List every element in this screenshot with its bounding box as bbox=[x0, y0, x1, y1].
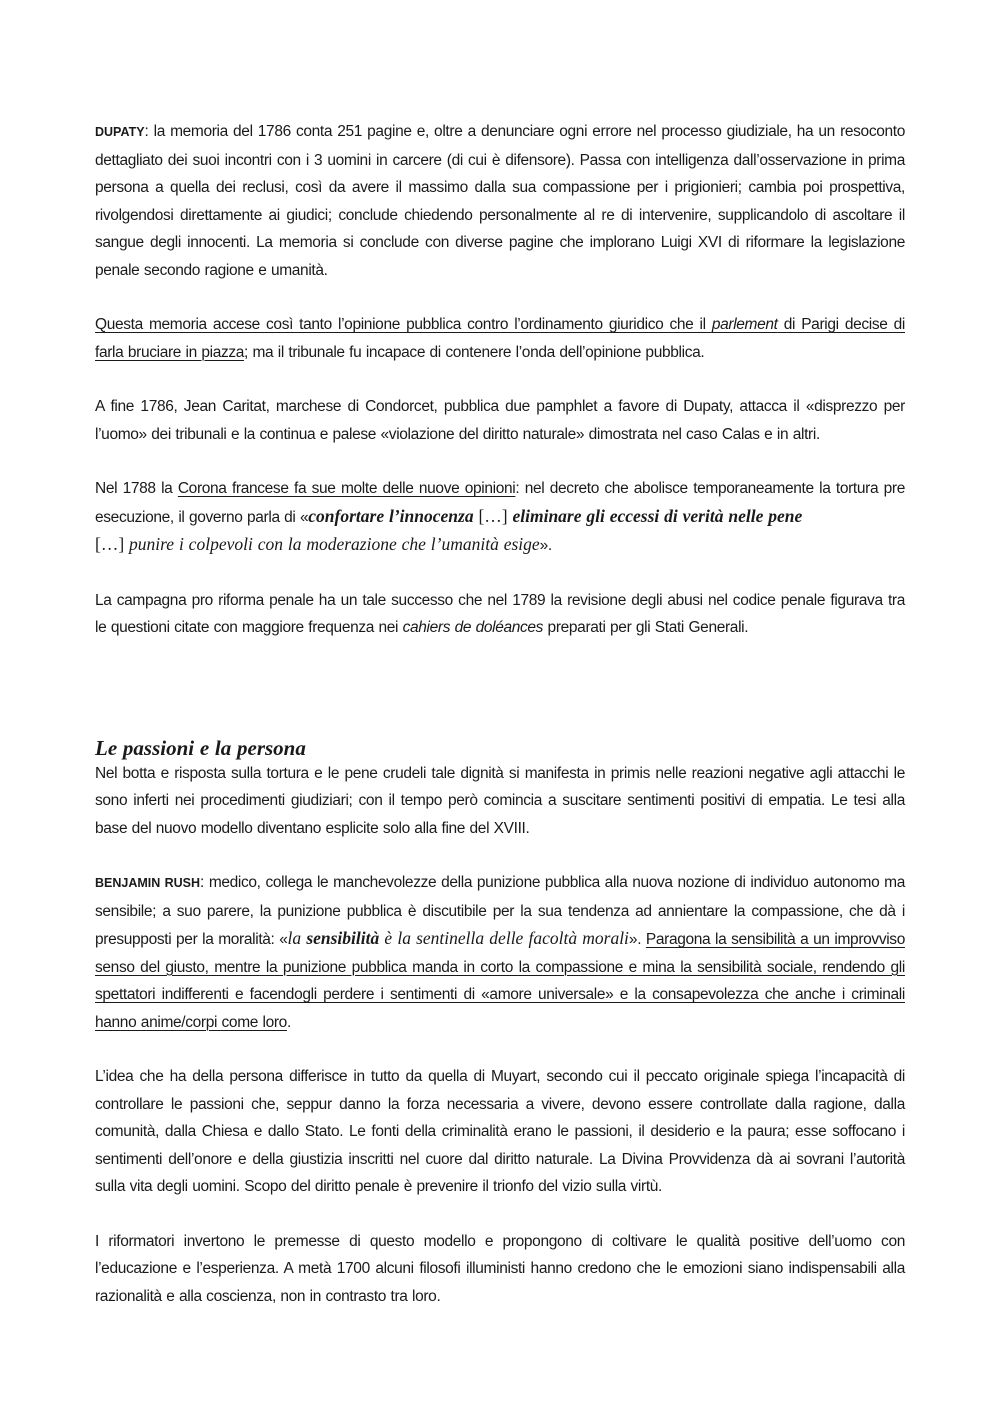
text-segment: di Parigi decise di farla bruciare in piazza bbox=[95, 316, 905, 361]
document-page bbox=[95, 118, 905, 1310]
text-segment: Nel 1788 la bbox=[95, 480, 178, 497]
text-segment: Questa memoria accese così tanto l’opinione pubblica contro l’ordinamento giuridico che il bbox=[95, 316, 712, 333]
text-segment: La campagna pro riforma penale ha un tale successo che nel 1789 la revisione degli abusi nel codice penale figurava tra le questioni citate con maggiore frequenza nei bbox=[95, 591, 905, 636]
quote-bold: eliminare gli eccessi di verità nelle pene bbox=[512, 505, 803, 526]
paragraph-rush bbox=[95, 869, 905, 1036]
quote-italic: è la sentinella delle facoltà morali bbox=[379, 928, 629, 948]
paragraph-condorcet bbox=[95, 393, 905, 448]
paragraph-text: Nel botta e risposta sulla tortura e le pene crudeli tale dignità si manifesta in primis nelle reazioni negative agli attacchi le sono inferti nei procedimenti giudiziari; con il tempo però comincia a suscitare sentimenti positivi di empatia. Le tesi alla base del nuovo modello diventano esplicite solo alla fine del XVIII. bbox=[95, 764, 905, 837]
paragraph-text: L’idea che ha della persona differisce in tutto da quella di Muyart, secondo cui il peccato originale spiega l’incapacità di controllare le passioni che, seppur danno la forza necessaria a vivere, devono essere controllate dalla ragione, dalla comunità, dalla Chiesa e dallo Stato. Le fonti della criminalità erano le passioni, il desiderio e la paura; esse soffocano i sentimenti dell’onore e della giustizia inscritti nel cuore dal diritto naturale. La Divina Provvidenza dà ai sovrani l’autorità sulla vita degli uomini. Scopo del diritto penale è prevenire il trionfo del vizio sulla virtù. bbox=[95, 1068, 905, 1195]
paragraph-text: A fine 1786, Jean Caritat, marchese di Condorcet, pubblica due pamphlet a favore di Dupaty, attacca il «disprezzo per l’uomo» dei tribunali e la continua e palese «violazione del diritto naturale» dimostrata nel caso Calas e in altri. bbox=[95, 398, 905, 443]
underlined-text: Paragona la sensibilità a un improvviso senso del giusto, mentre la punizione pubblica manda in corto la compassione e mina la sensibilità sociale, rendendo gli spettatori indifferenti e facendogli perdere i sentimenti di «amore universale» e la consapevolezza che anche i criminali hanno anime/corpi come loro bbox=[95, 931, 905, 1031]
paragraph-botta bbox=[95, 760, 905, 843]
italic-term: parlement bbox=[711, 316, 778, 333]
text-segment: ». bbox=[628, 931, 646, 948]
paragraph-text: : la memoria del 1786 conta 251 pagine e, oltre a denunciare ogni errore nel processo giudiziale, ha un resoconto dettagliato dei suoi incontri con i 3 uomini in carcere (di cui è difensore). Passa con intelligenza dall’osservazione in prima persona a quella dei reclusi, così da avere il massimo dalla sua compassione per i prigionieri; cambia poi prospettiva, rivolgendosi direttamente ai giudici; conclude chiedendo personalmente al re di intervenire, supplicandolo di ascoltare il sangue degli innocenti. La memoria si conclude con diverse pagine che implorano Luigi XVI di riformare la legislazione penale secondo ragione e umanità. bbox=[95, 123, 905, 279]
paragraph-memoria bbox=[95, 311, 905, 366]
paragraph-campagna bbox=[95, 587, 905, 642]
name-dupaty: DUPATY bbox=[95, 125, 145, 139]
underlined-text: Corona francese fa sue molte delle nuove opinioni bbox=[177, 480, 516, 497]
text-segment: . bbox=[286, 1013, 291, 1031]
paragraph-corona bbox=[95, 475, 905, 560]
section-heading: Le passioni e la persona bbox=[95, 735, 306, 760]
quote-separator: […] bbox=[95, 534, 130, 554]
quote-bold: sensibilità bbox=[306, 928, 380, 948]
quote-italic: punire i colpevoli con la moderazione che l’umanità esige bbox=[129, 534, 540, 554]
name-rush: BENJAMIN RUSH bbox=[95, 876, 201, 890]
quote-separator: […] bbox=[473, 505, 513, 526]
text-segment: preparati per gli Stati Generali. bbox=[543, 619, 749, 636]
text-segment: ; ma il tribunale fu incapace di contenere l’onda dell’opinione pubblica. bbox=[244, 343, 705, 361]
quote-italic: la bbox=[287, 928, 307, 948]
paragraph-text: I riformatori invertono le premesse di questo modello e propongono di coltivare le qualità positive dell’uomo con l’educazione e l’esperienza. A metà 1700 alcuni filosofi illuministi hanno credono che le emozioni siano indispensabili alla razionalità e alla coscienza, non in contrasto tra loro. bbox=[95, 1232, 905, 1305]
text-segment: : nel decreto che abolisce temporaneamente la tortura pre esecuzione, il governo parla di « bbox=[95, 480, 905, 526]
text-segment: ». bbox=[539, 537, 552, 554]
text-segment: : medico, collega le manchevolezze della punizione pubblica alla nuova nozione di individuo autonomo ma sensibile; a suo parere, la punizione pubblica è discutibile per la sua tendenza ad annientare la compassione, che dà i presupposti per la moralità: « bbox=[95, 874, 905, 948]
quote-bold: confortare l’innocenza bbox=[308, 505, 474, 526]
paragraph-muyart bbox=[95, 1063, 905, 1201]
italic-term: cahiers de doléances bbox=[402, 619, 544, 636]
paragraph-riformatori bbox=[95, 1228, 905, 1311]
paragraph-dupaty bbox=[95, 118, 905, 284]
